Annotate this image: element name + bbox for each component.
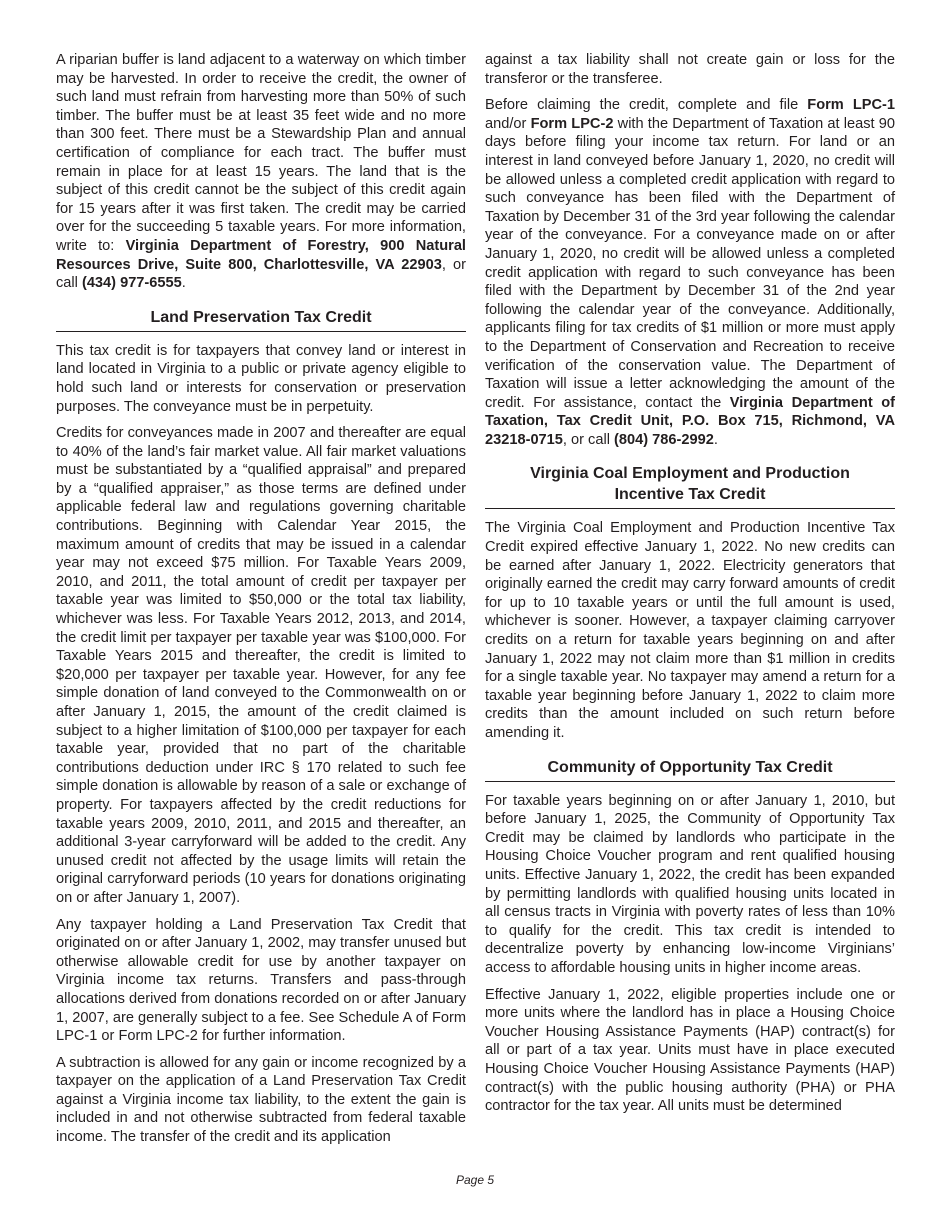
page-number: Page 5 — [455, 1173, 495, 1187]
land-preservation-intro: This tax credit is for taxpayers that convey land or interest in land located in Virginia to a public or private agency eligible to hold such land or interests for conservation or preservation purposes. The conveyance must be in perpetuity. — [56, 342, 466, 415]
taxation-address: Virginia Department of Taxation, Tax Credit Unit, P.O. Box 715, Richmond, VA 23218-0715 — [485, 394, 896, 448]
riparian-end-text: . — [181, 275, 186, 292]
claiming-text-4: , or call — [562, 431, 615, 448]
right-column — [485, 51, 895, 1124]
land-preservation-subtraction-paragraph: A subtraction is allowed for any gain or income recognized by a taxpayer on the application of a Land Preservation Tax Credit against a Virginia income tax liability, to the extent the gain is included in and not otherwise subtracted from federal taxable income. The transfer of the credit and its application — [56, 1054, 466, 1146]
riparian-buffer-paragraph — [56, 51, 466, 293]
claiming-text-1: Before claiming the credit, complete and file — [485, 97, 808, 114]
claiming-credit-paragraph — [485, 96, 895, 449]
land-preservation-heading: Land Preservation Tax Credit — [56, 307, 466, 332]
forestry-phone: (434) 977-6555 — [81, 275, 182, 292]
coal-credit-paragraph: The Virginia Coal Employment and Production Incentive Tax Credit expired effective January 1, 2022. No new credits can be earned after January 1, 2022. Electricity generators that originally earned the credit may carry forward amounts of credit for up to 10 taxable years or until the full amount is used, whichever is sooner. However, a taxpayer claiming carryover credits on a return for taxable years beginning on and after January 1, 2022 may not claim more than $1 million in credits for a single taxable year. No taxpayer may amend a return for a taxable year beginning before January 1, 2022 to claim more credits than the amount included on such return before amending it. — [485, 520, 895, 741]
form-lpc-2-label: Form LPC-2 — [530, 115, 614, 132]
forestry-address: Virginia Department of Forestry, 900 Natural Resources Drive, Suite 800, Charlottesville, VA 22903 — [56, 237, 466, 273]
riparian-mid-text: , or call — [56, 256, 466, 292]
transfer-continuation-paragraph: against a tax liability shall not create gain or loss for the transferor or the transferee. — [485, 52, 895, 87]
claiming-text-2: and/or — [485, 115, 531, 132]
coal-heading-line-2: Incentive Tax Credit — [614, 486, 766, 504]
claiming-text-3: with the Department of Taxation at least 90 days before filing your income tax return. For land or an interest in land conveyed before January 1, 2020, no credit will be allowed unless a completed credit application with regard to such conveyance has been filed with the Department of Taxation by December 31 of the 3rd year following the calendar year of the conveyance. For a conveyance made on or after January 1, 2020, no credit will be allowed unless a completed credit application with regard to such conveyance has been filed with the Department by December 31 of the 2nd year following the calendar year of the conveyance. Additionally, applicants filing for tax credits of $1 million or more must apply to the Department of Conservation and Recreation to receive verification of the conservation value. The Department of Taxation will issue a letter acknowledging the amount of the credit. For assistance, contact the — [485, 115, 896, 411]
taxation-phone: (804) 786-2992 — [614, 431, 714, 448]
form-lpc-1-label: Form LPC-1 — [807, 97, 895, 114]
community-opportunity-intro: For taxable years beginning on or after January 1, 2010, but before January 1, 2025, the Community of Opportunity Tax Credit may be claimed by landlords who participate in the Housing Choice Voucher program and rent qualified housing units. Effective January 1, 2022, the credit has been expanded by permitting landlords with qualified housing units located in all census tracts in Virginia with poverty rates of less than 10% to qualify for the credit. This tax credit is intended to decentralize poverty by enhancing low-income Virginians’ access to affordable housing units in higher income areas. — [485, 792, 895, 976]
community-opportunity-heading: Community of Opportunity Tax Credit — [485, 757, 895, 782]
eligible-properties-paragraph: Effective January 1, 2022, eligible properties include one or more units where the landlord has in place a Housing Choice Voucher Housing Assistance Payments (HAP) contract(s) for all or part of a tax year. Units must have in place executed Housing Choice Voucher Housing Assistance Payments (HAP) contract(s) with the public housing authority (PHA) or PHA contractor for the tax year. All units must be determined — [485, 986, 895, 1115]
land-preservation-transfer-paragraph: Any taxpayer holding a Land Preservation Tax Credit that originated on or after January 1, 2002, may transfer unused but otherwise allowable credit for use by another taxpayer on Virginia income tax returns. Transfers and pass-through allocations derived from donations recorded on or after January 1, 2007, are generally subject to a fee. See Schedule A of Form LPC-1 or Form LPC-2 for further information. — [56, 916, 466, 1045]
coal-heading-line-1: Virginia Coal Employment and Production — [530, 465, 850, 483]
claiming-text-5: . — [713, 431, 718, 448]
riparian-text: A riparian buffer is land adjacent to a waterway on which timber may be harvested. In order to receive the credit, the owner of such land must refrain from harvesting more than 50% of such timber. The buffer must be at least 35 feet wide and no more than 300 feet. There must be a Stewardship Plan and annual certification of compliance for each tract. The buffer must remain in place for at least 15 years. The land that is the subject of this credit cannot be the subject of this credit again for 15 years after it was first taken. The credit may be carried over for the succeeding 5 taxable years. For more information, write to: — [56, 52, 466, 254]
coal-employment-heading — [485, 463, 895, 509]
land-preservation-credits-paragraph: Credits for conveyances made in 2007 and thereafter are equal to 40% of the land’s fair market value. All fair market valuations must be substantiated by a “qualified appraisal” and prepared by a “qualified appraiser,” as those terms are defined under applicable federal law and regulations governing charitable contributions. Beginning with Calendar Year 2015, the maximum amount of credits that may be issued in a calendar year may not exceed $75 million. For Taxable Years 2009, 2010, and 2011, the total amount of credit per taxpayer per taxable year was limited to $50,000 or the total tax liability, whichever was less. For Taxable Years 2012, 2013, and 2014, the credit limit per taxpayer per taxable year was $100,000. For Taxable Years 2015 and thereafter, the credit is limited to $20,000 per taxpayer per taxable year. However, for any fee simple donation of land conveyed to the Commonwealth on or after January 1, 2015, the amount of the credit claimed is subject to a higher limitation of $100,000 per taxpayer for each taxable year, provided that no part of the charitable contributions deduction under IRC § 170 related to such fee simple donation is allowable by reason of a sale or exchange of property. For taxpayers affected by the credit reductions for taxable years 2009, 2010, 2011, and 2015 and thereafter, an additional 3-year carryforward will be added to the credit. Any unused credit not affected by the usage limits will retain the original carryforward periods (10 years for donations originating on or after January 1, 2007). — [56, 425, 466, 906]
left-column — [56, 51, 466, 1155]
